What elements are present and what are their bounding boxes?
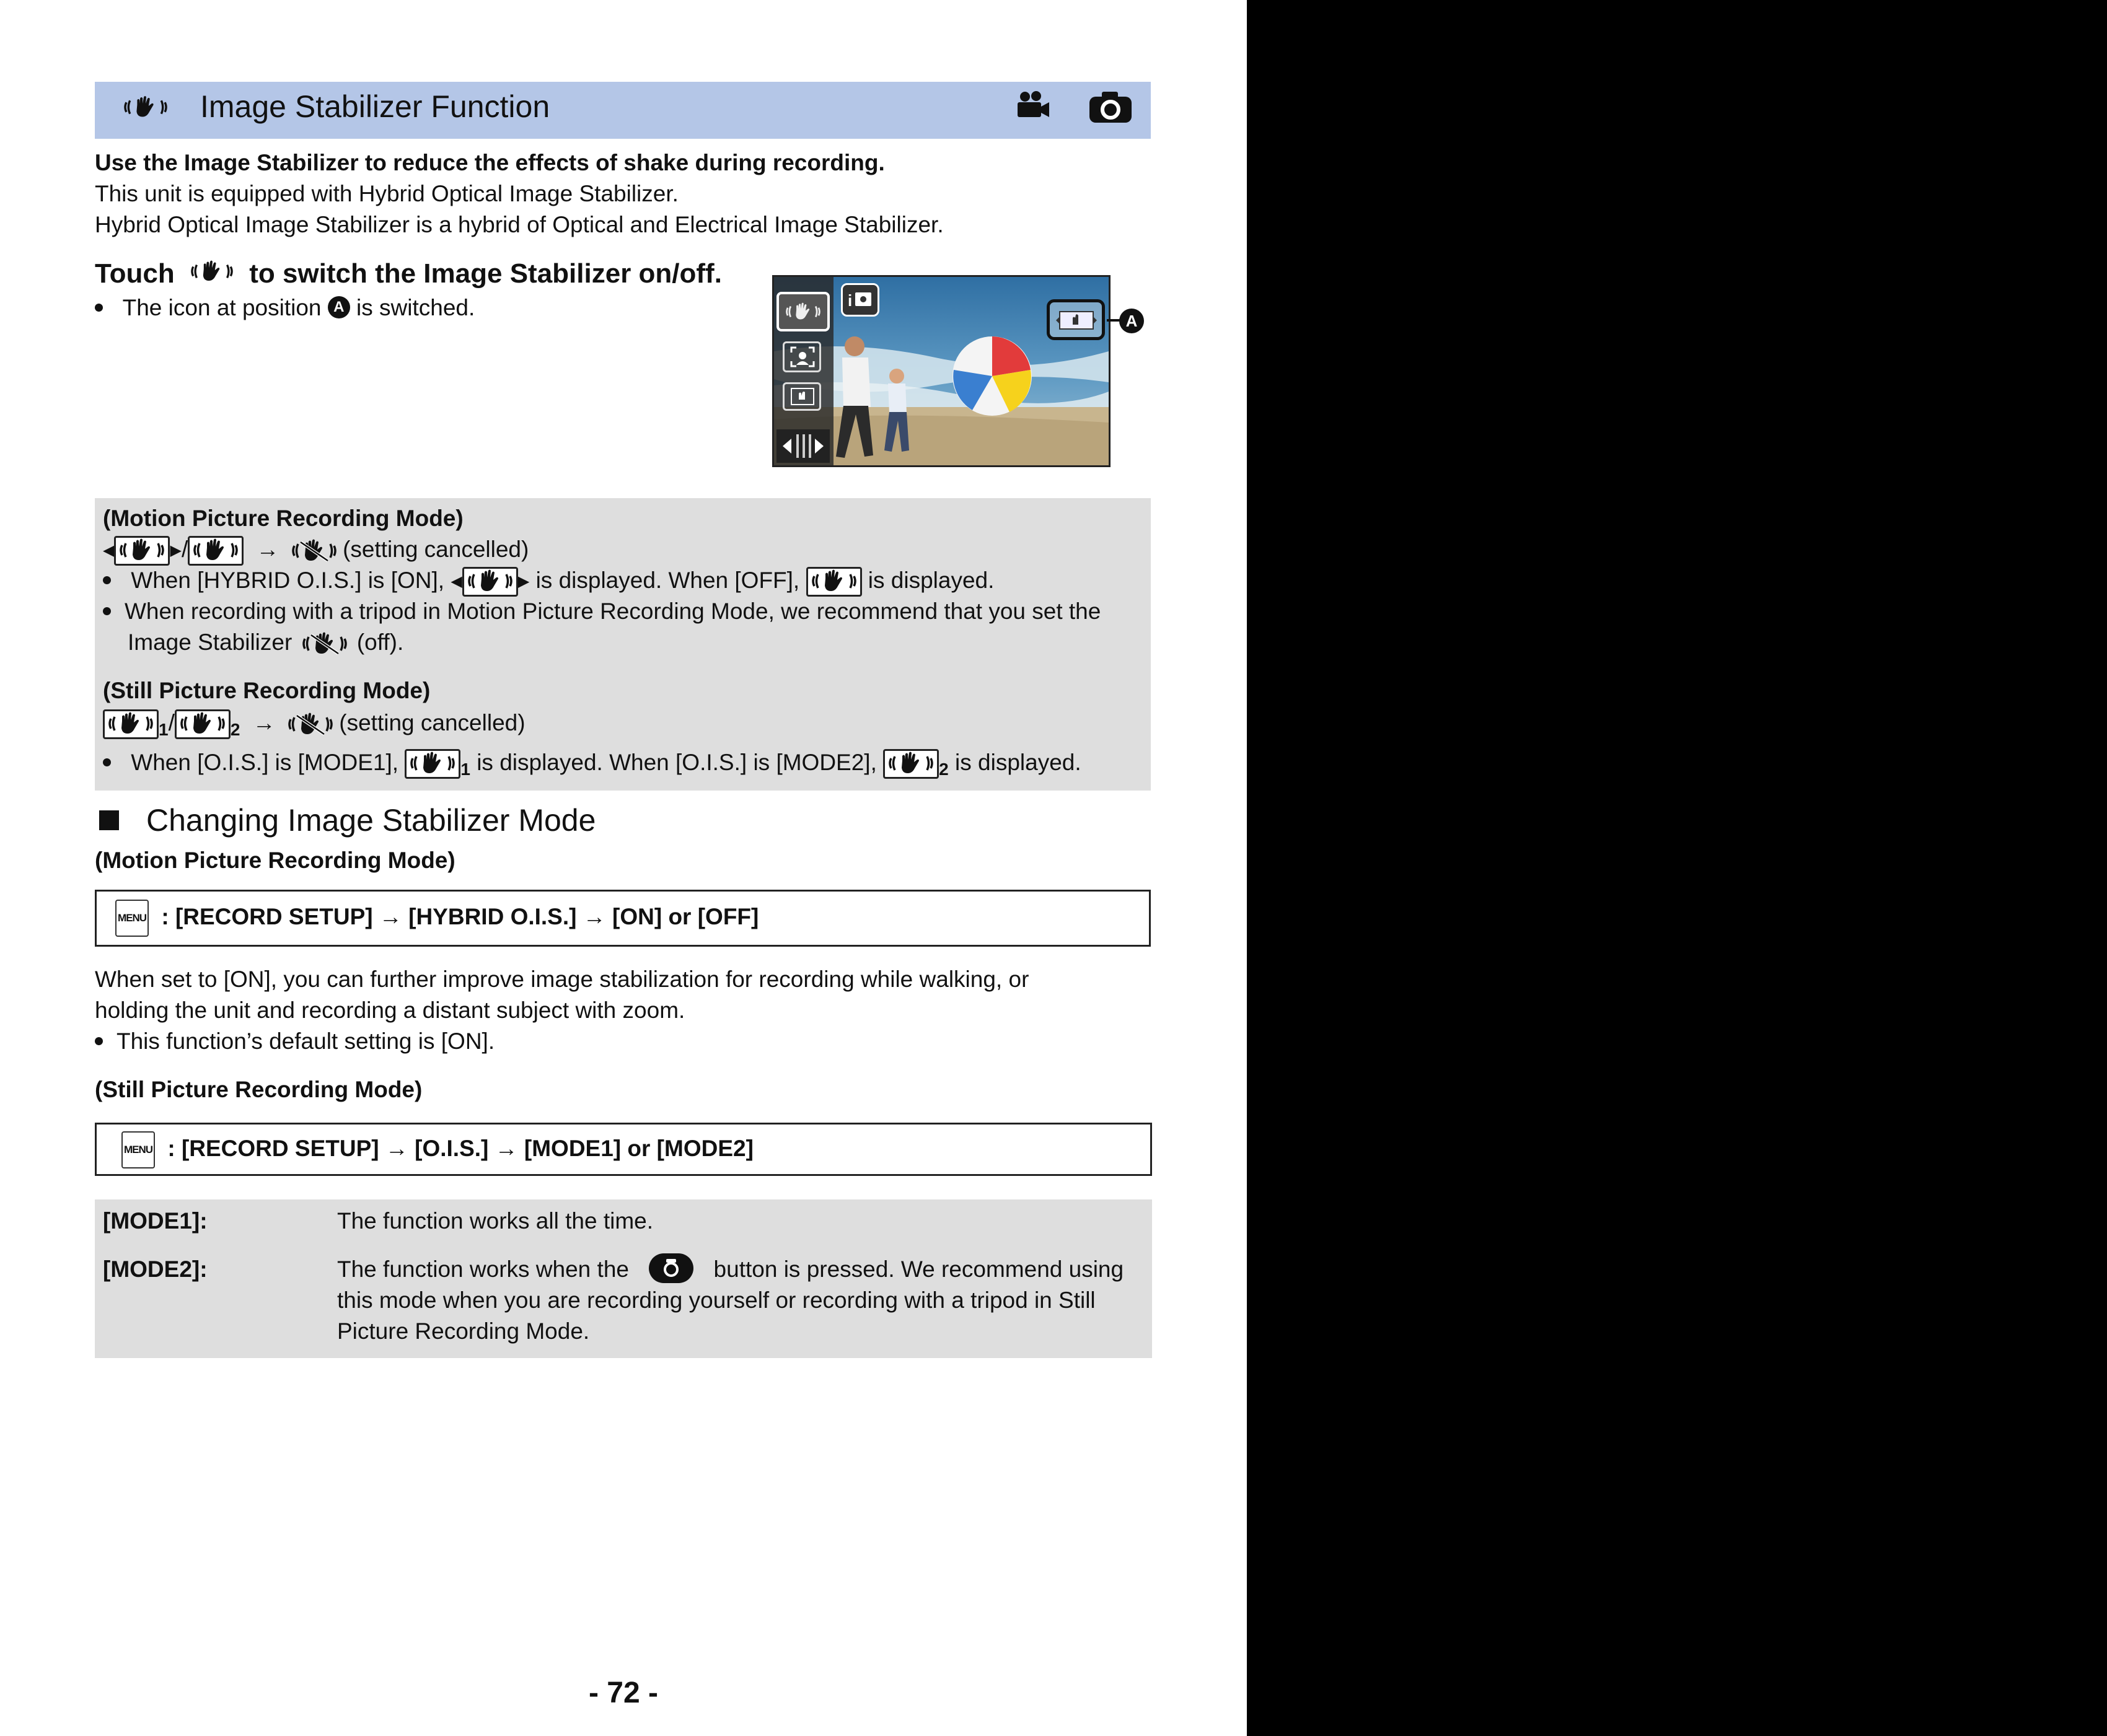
face-framing-icon — [790, 346, 815, 367]
motion-picture-icon — [1015, 90, 1051, 123]
square-bullet-icon — [99, 810, 119, 830]
hybrid-ois-on-icon — [462, 567, 518, 597]
motion-bullet-2: When recording with a tripod in Motion Picture Recording Mode, we recommend that you set the — [103, 596, 1101, 627]
menu-path-text: : [RECORD SETUP] → [O.I.S.] → [MODE1] or [MODE2] — [167, 1135, 754, 1161]
arrow-left-glyph: ◀ — [103, 542, 115, 559]
touch-step-prefix: Touch — [95, 258, 175, 289]
mode-desc-text: The function works when the — [337, 1256, 629, 1282]
hybrid-ois-indicator-icon — [1052, 304, 1101, 335]
screen-illustration — [772, 275, 1111, 467]
motion-desc: holding the unit and recording a distant subject with zoom. — [95, 997, 685, 1023]
hybrid-ois-off-icon — [806, 567, 862, 597]
setting-cancelled-text: (setting cancelled) — [339, 710, 526, 735]
face-framing-button[interactable] — [783, 341, 821, 372]
stabilizer-off-icon — [292, 538, 337, 563]
bullet-text: The icon at position — [122, 295, 322, 320]
arrow-left-glyph: ◀ — [451, 573, 462, 590]
stabilizer-button[interactable] — [776, 292, 830, 331]
page-arrows-button[interactable] — [776, 429, 830, 463]
mode-desc: Picture Recording Mode. — [337, 1318, 590, 1344]
intro-line: Hybrid Optical Image Stabilizer is a hybrid of Optical and Electrical Image Stabilizer. — [95, 212, 944, 237]
setting-cancelled-text: (setting cancelled) — [343, 537, 529, 562]
power-ois-lock-button[interactable] — [783, 382, 821, 411]
camera-button-icon — [649, 1253, 693, 1283]
motion-menu-path — [115, 900, 759, 937]
subscript: 2 — [230, 720, 240, 739]
hybrid-ois-off-icon — [188, 536, 244, 566]
callout-marker-a: A — [1119, 309, 1144, 333]
subscript: 2 — [939, 760, 949, 779]
motion-heading: (Motion Picture Recording Mode) — [95, 848, 455, 873]
still-heading: (Still Picture Recording Mode) — [95, 1077, 423, 1102]
mode-desc: The function works all the time. — [337, 1208, 653, 1234]
still-note-heading: (Still Picture Recording Mode) — [103, 678, 431, 703]
bullet-text: is switched. — [356, 295, 475, 320]
bullet-text: Image Stabilizer — [128, 629, 293, 655]
bullet-text: (off). — [356, 629, 404, 655]
ois-mode2-icon — [883, 749, 939, 779]
bullet-text: is displayed. When [O.I.S.] is [MODE2], — [477, 750, 877, 775]
ois-lock-icon — [790, 387, 815, 406]
subscript: 1 — [460, 760, 470, 779]
arrow: → — [252, 710, 276, 735]
separator: / — [181, 537, 188, 562]
bullet-text: When [HYBRID O.I.S.] is [ON], — [131, 568, 445, 593]
marker-a: A — [328, 296, 350, 318]
bullet-text: is displayed. When [OFF], — [535, 568, 800, 593]
svg-text:i: i — [848, 291, 853, 310]
menu-icon: MENU — [121, 1131, 155, 1168]
intelligent-auto-glyph — [843, 285, 878, 315]
bullet-text: is displayed. — [955, 750, 1081, 775]
subscript: 1 — [159, 720, 169, 739]
stabilizer-status-indicator — [1047, 299, 1105, 340]
section-heading-text: Changing Image Stabilizer Mode — [146, 803, 596, 838]
bullet-text: When [O.I.S.] is [MODE1], — [131, 750, 399, 775]
page-number: - 72 - — [588, 1677, 659, 1709]
bullet-text: is displayed. — [868, 568, 995, 593]
page-title: Image Stabilizer Function — [200, 89, 550, 124]
intelligent-auto-icon — [841, 283, 879, 317]
menu-icon: MENU — [115, 900, 149, 937]
motion-bullet-1 — [103, 565, 994, 597]
stabilizer-hand-icon — [786, 302, 820, 322]
ois-mode2-icon — [175, 709, 231, 739]
intro-bold: Use the Image Stabilizer to reduce the effects of shake during recording. — [95, 150, 885, 175]
arrow-right-glyph: ▶ — [170, 542, 182, 559]
mode-term: [MODE1]: — [103, 1208, 208, 1234]
touch-step — [95, 256, 722, 291]
menu-path-text: : [RECORD SETUP] → [HYBRID O.I.S.] → [ON] or [OFF] — [161, 903, 759, 929]
arrow-right-glyph: ▶ — [517, 573, 530, 590]
mode-desc: this mode when you are recording yourself or recording with a tripod in Still — [337, 1287, 1096, 1313]
mode-desc — [337, 1254, 1124, 1286]
motion-sequence — [103, 534, 529, 566]
default-setting-bullet: This function’s default setting is [ON]. — [95, 1026, 495, 1057]
ois-mode1-icon — [103, 709, 159, 739]
section-heading — [99, 800, 596, 840]
still-camera-icon — [1088, 89, 1133, 124]
separator: / — [168, 710, 175, 735]
stabilizer-hand-icon — [191, 259, 233, 284]
intro-line: This unit is equipped with Hybrid Optical Image Stabilizer. — [95, 181, 679, 206]
touch-step-suffix: to switch the Image Stabilizer on/off. — [249, 258, 722, 289]
mode-desc-text: button is pressed. We recommend using — [713, 1256, 1124, 1282]
touch-step-bullet — [95, 292, 475, 323]
stabilizer-hand-icon — [124, 94, 167, 120]
ois-mode1-icon — [405, 749, 460, 779]
arrow: → — [256, 537, 279, 562]
stabilizer-off-icon — [288, 712, 333, 737]
stabilizer-off-icon — [302, 631, 347, 656]
page-arrows-icon — [776, 429, 830, 463]
still-sequence — [103, 708, 526, 745]
motion-note-heading: (Motion Picture Recording Mode) — [103, 506, 464, 531]
motion-desc: When set to [ON], you can further improve image stabilization for recording while walking, or — [95, 967, 1029, 992]
mode-term: [MODE2]: — [103, 1256, 208, 1282]
motion-bullet-2-cont — [128, 627, 403, 658]
hybrid-ois-on-icon — [114, 536, 170, 566]
still-bullet — [103, 747, 1081, 785]
still-menu-path — [121, 1131, 754, 1168]
